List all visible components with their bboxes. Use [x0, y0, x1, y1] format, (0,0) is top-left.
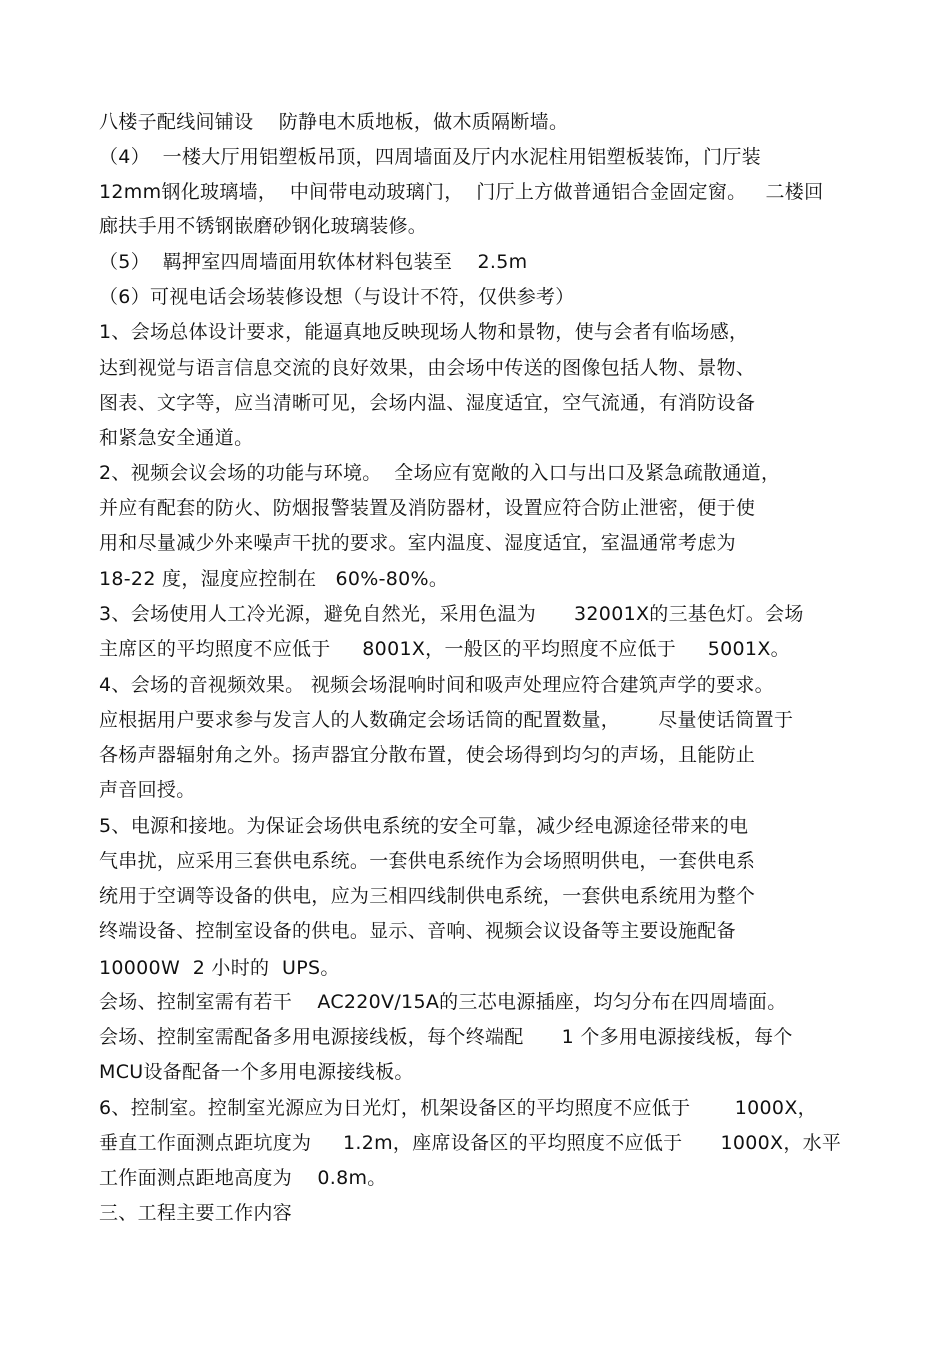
- text-line: （4） 一楼大厅用铝塑板吊顶，四周墙面及厅内水泥柱用铝塑板装饰，门厅装: [99, 146, 761, 168]
- text-line: 声音回授。: [99, 779, 196, 801]
- text-line: 6、控制室。控制室光源应为日光灯，机架设备区的平均照度不应低于 1000X，: [99, 1097, 817, 1119]
- text-line: 5、电源和接地。为保证会场供电系统的安全可靠，减少经电源途径带来的电: [99, 815, 749, 837]
- text-line: 气串扰，应采用三套供电系统。一套供电系统作为会场照明供电，一套供电系: [99, 850, 756, 872]
- text-line: 工作面测点距地高度为 0.8m。: [99, 1167, 387, 1189]
- text-line: 会场、控制室需配备多用电源接线板，每个终端配 1 个多用电源接线板，每个: [99, 1026, 793, 1048]
- text-line: 4、会场的音视频效果。 视频会场混响时间和吸声处理应符合建筑声学的要求。: [99, 674, 774, 696]
- text-line: 廊扶手用不锈钢嵌磨砂钢化玻璃装修。: [99, 215, 428, 237]
- text-line: 主席区的平均照度不应低于 8001X，一般区的平均照度不应低于 5001X。: [99, 638, 790, 660]
- text-line: （5） 羁押室四周墙面用软体材料包装至 2.5m: [99, 251, 528, 273]
- text-line: 12mm钢化玻璃墙， 中间带电动玻璃门， 门厅上方做普通铝合金固定窗。 二楼回: [99, 181, 824, 203]
- text-line: 垂直工作面测点距坑度为 1.2m，座席设备区的平均照度不应低于 1000X，水平: [99, 1132, 842, 1154]
- text-line: 图表、文字等，应当清晰可见，会场内温、湿度适宜，空气流通，有消防设备: [99, 392, 756, 414]
- text-line: 并应有配套的防火、防烟报警装置及消防器材，设置应符合防止泄密，便于使: [99, 497, 756, 519]
- text-line: 用和尽量减少外来噪声干扰的要求。室内温度、湿度适宜，室温通常考虑为: [99, 532, 736, 554]
- text-line: MCU设备配备一个多用电源接线板。: [99, 1061, 414, 1083]
- text-line: 3、会场使用人工冷光源，避免自然光，采用色温为 32001X的三基色灯。会场: [99, 603, 804, 625]
- text-line: 1、会场总体设计要求，能逼真地反映现场人物和景物，使与会者有临场感，: [99, 321, 749, 343]
- text-line: 2、视频会议会场的功能与环境。 全场应有宽敞的入口与出口及紧急疏散通道，: [99, 462, 781, 484]
- text-line: 达到视觉与语言信息交流的良好效果，由会场中传送的图像包括人物、景物、: [99, 357, 756, 379]
- text-line: 18-22 度，湿度应控制在 60%-80%。: [99, 568, 449, 590]
- text-line: 各杨声器辐射角之外。扬声器宜分散布置，使会场得到均匀的声场，且能防止: [99, 744, 756, 766]
- text-line: 八楼子配线间铺设 防静电木质地板，做木质隔断墙。: [99, 111, 569, 133]
- text-line: 统用于空调等设备的供电，应为三相四线制供电系统，一套供电系统用为整个: [99, 885, 756, 907]
- text-line: 应根据用户要求参与发言人的人数确定会场话筒的配置数量， 尽量使话筒置于: [99, 709, 794, 731]
- text-line: 会场、控制室需有若干 AC220V/15A的三芯电源插座，均匀分布在四周墙面。: [99, 991, 787, 1013]
- text-line: 终端设备、控制室设备的供电。显示、音响、视频会议设备等主要设施配备: [99, 920, 736, 942]
- text-line: 和紧急安全通道。: [99, 427, 254, 449]
- section-heading: 三、工程主要工作内容: [99, 1202, 293, 1224]
- text-line: （6）可视电话会场装修设想（与设计不符，仅供参考）: [99, 286, 575, 308]
- text-line: 10000W 2 小时的 UPS。: [99, 957, 340, 979]
